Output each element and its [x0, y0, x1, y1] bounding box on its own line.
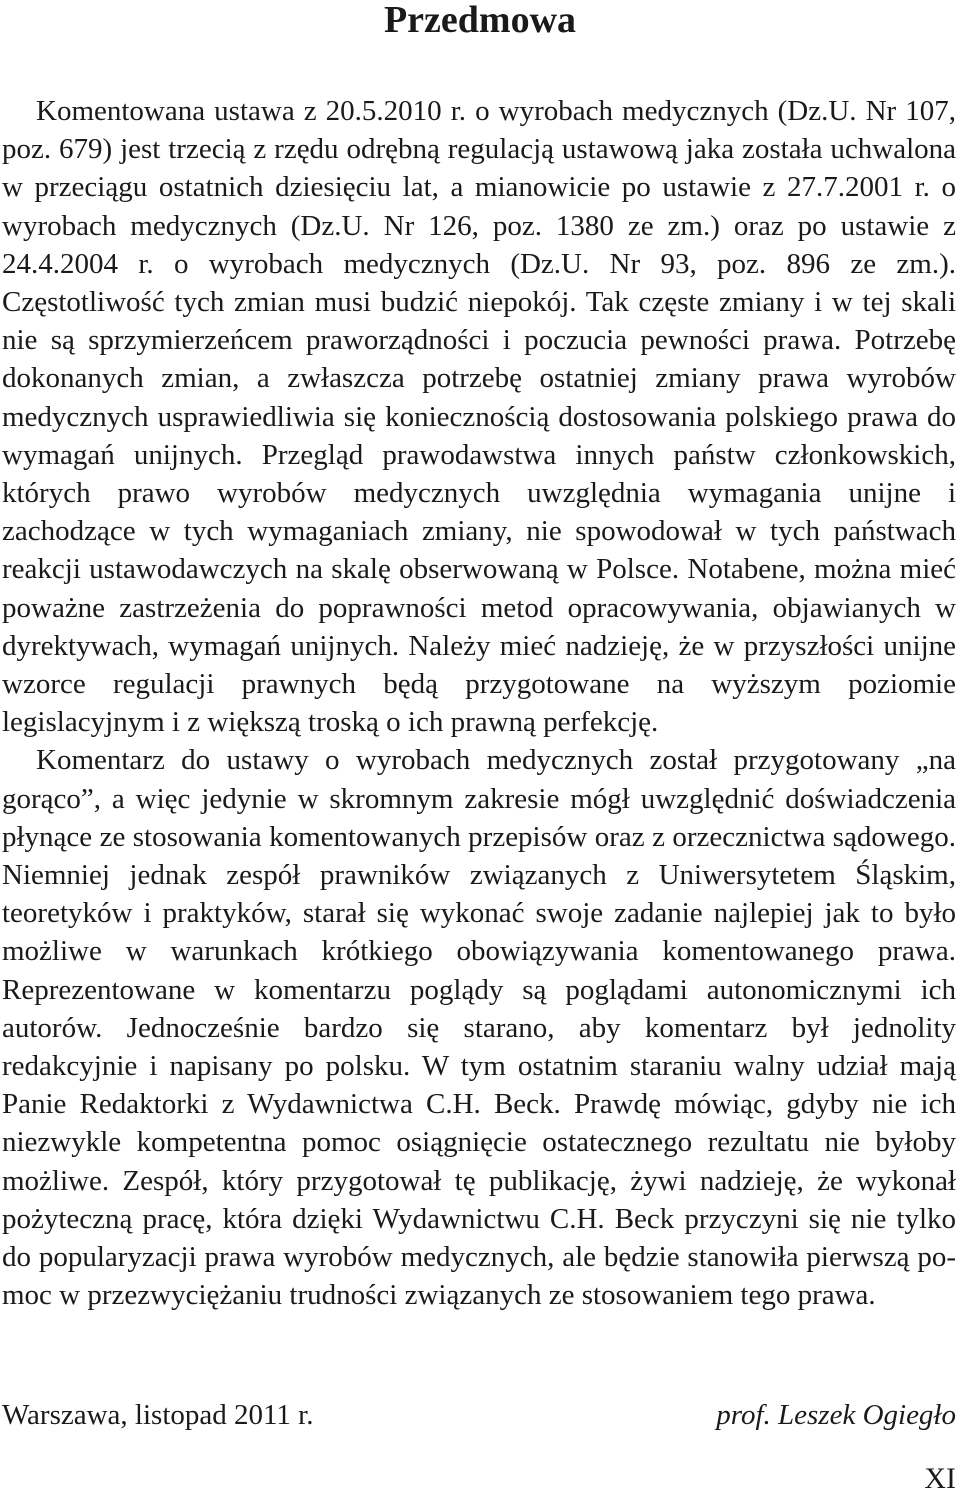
preface-body [2, 92, 956, 1315]
page-title: Przedmowa [383, 0, 577, 41]
paragraph-1: Komentowana ustawa z 20.5.2010 r. o wyrobach medycznych (Dz.U. Nr 107, poz. 679) jest trzecią z rzędu odrębną regulacją ustawową jaka została uchwalona w przeciągu ostatnich dziesięciu lat, a mianowicie po ustawie z 27.7.2001 r. o wyrobach medycznych (Dz.U. Nr 126, poz. 1380 ze zm.) oraz po ustawie z 24.4.2004 r. o wyrobach medycznych (Dz.U. Nr 93, poz. 896 ze zm.). Częstotliwość tych zmian musi budzić niepokój. Tak częste zmiany i w tej skali nie są sprzymierzeńcem praworządności i poczucia pewności prawa. Potrzebę dokonanych zmian, a zwłaszcza potrzebę ostatniej zmiany prawa wyrobów medycznych usprawiedliwia się koniecznością dostosowania polskiego prawa do wymagań unijnych. Przegląd prawodawstwa innych państw członkowskich, których prawo wyrobów medycznych uwzględnia wymagania unijne i zachodzące w tych wymaganiach zmiany, nie spowodował w tych państwach reakcji ustawodawczych na skalę obserwowaną w Polsce. Notabene, można mieć poważne zastrzeżenia do poprawności metod opracowywania, objawianych w dyrektywach, wymagań unijnych. Należy mieć nadzieję, że w przyszłości unijne wzorce regulacji prawnych będą przygotowane na wyższym poziomie legislacyjnym i z większą troską o ich prawną perfekcję. [2, 95, 956, 739]
place-date: Warszawa, listopad 2011 r. [2, 1399, 314, 1431]
author-name: prof. Leszek Ogiegło [716, 1399, 956, 1431]
paragraph-2: Komentarz do ustawy o wyrobach medycznych został przygotowany „na gorąco”, a więc jedynie w skromnym zakresie mógł uwzględnić doświadczenia płynące ze stosowania komentowanych przepisów oraz z orzecznictwa sądowego. Niemniej jednak zespół prawników związanych z Uniwersytetem Śląskim, teoretyków i praktyków, starał się wykonać swoje zadanie najlepiej jak to było możliwe w warunkach krótkiego obowiązywania komentowanego prawa. Reprezentowane w komentarzu poglądy są poglądami autonomicznymi ich autorów. Jednocześnie bardzo się starano, aby komentarz był jednolity redakcyjnie i napisany po polsku. W tym ostatnim staraniu walny udział mają Panie Redaktorki z Wydawnictwa C.H. Beck. Prawdę mówiąc, gdyby nie ich niezwykle kompetentna pomoc osiągnięcie ostatecznego rezultatu nie byłoby możliwe. Zespół, który przygotował tę publikację, żywi nadzieję, że wykonał pożyteczną pracę, która dzięki Wydawnictwu C.H. Beck przyczyni się nie tylko do popularyzacji prawa wyrobów medycznych, ale będzie stanowiła pierwszą pomoc w przezwyciężaniu trudności związanych ze stosowaniem tego prawa. [2, 744, 956, 1312]
page-number: XI [924, 1462, 956, 1495]
